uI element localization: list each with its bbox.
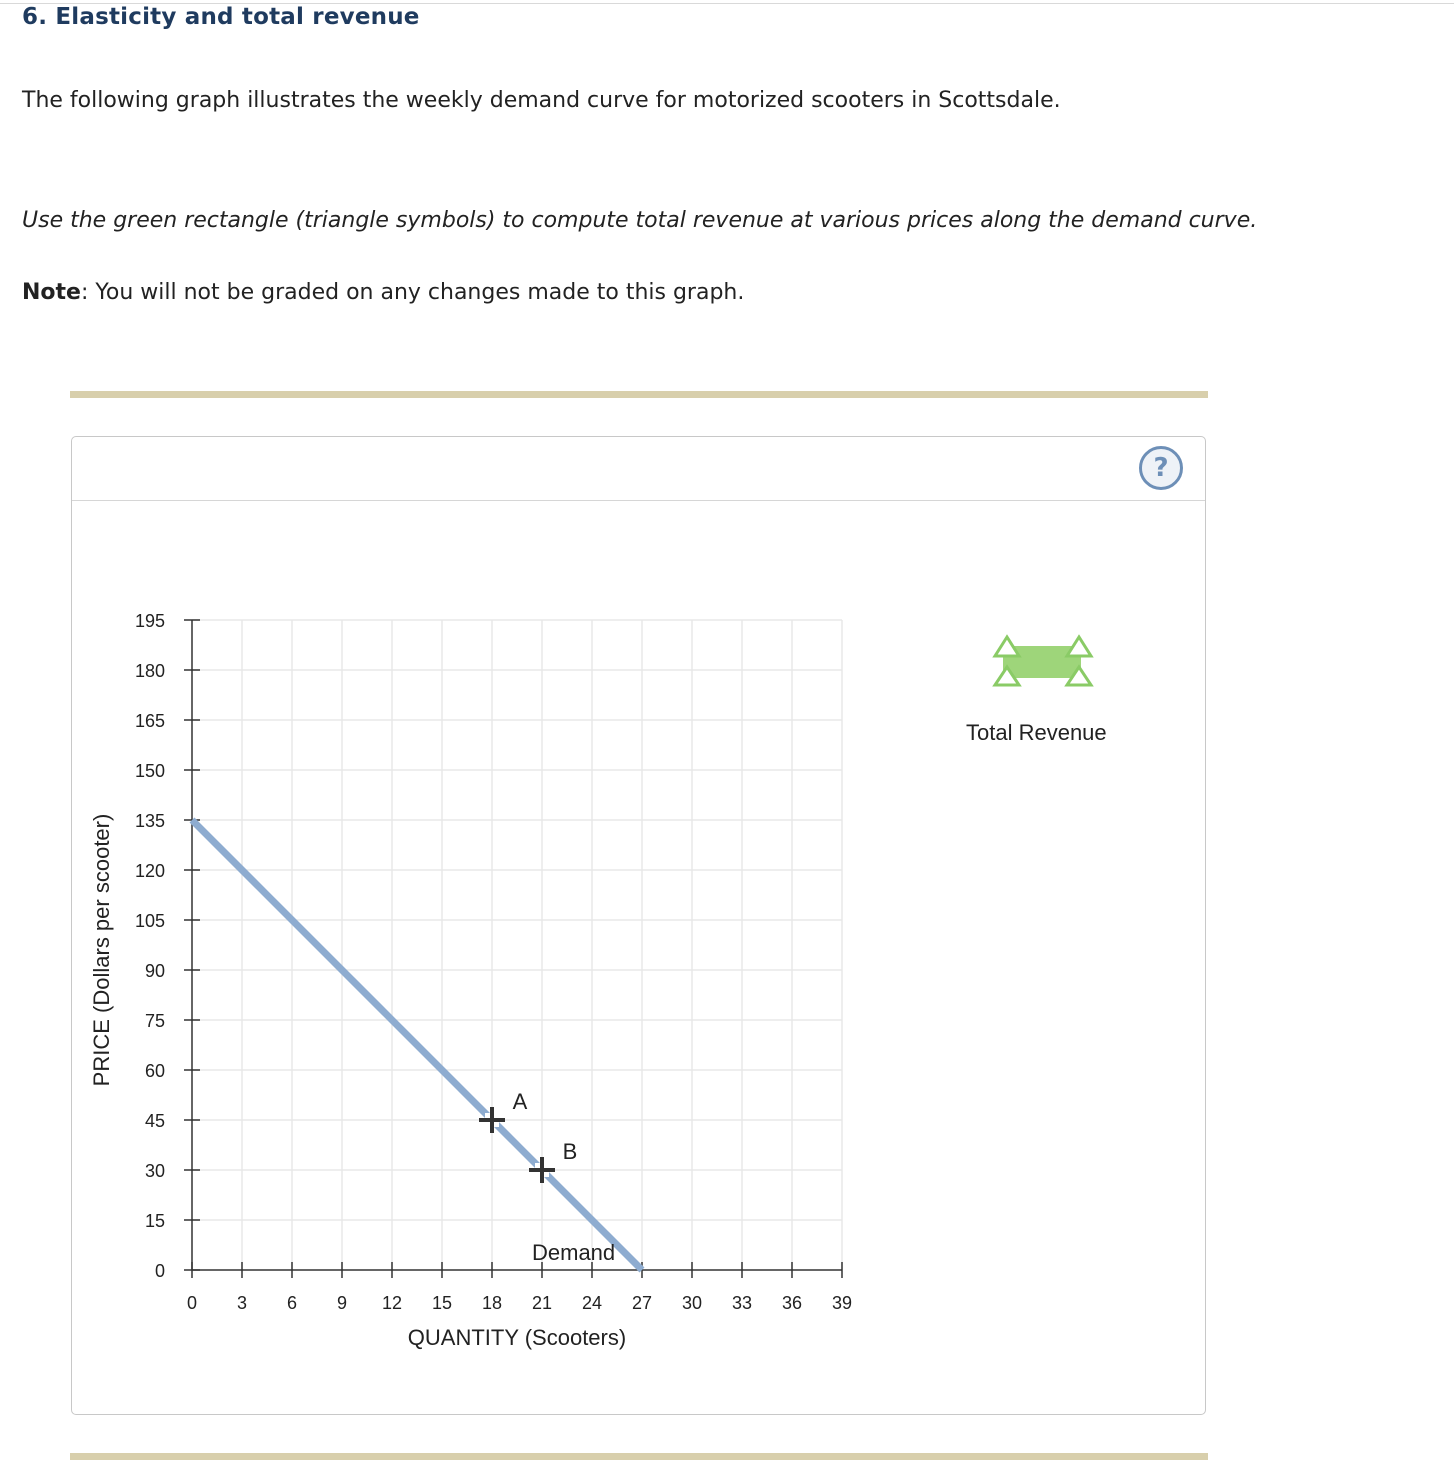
y-tick-label: 15 (144, 1211, 165, 1231)
y-tick-label: 165 (134, 711, 165, 731)
point-a-label: A (512, 1089, 528, 1114)
x-tick-label: 27 (631, 1293, 653, 1313)
x-tick-label: 9 (336, 1293, 348, 1313)
x-tick-label: 39 (831, 1293, 853, 1313)
question-title: 6. Elasticity and total revenue (22, 4, 420, 30)
help-icon: ? (1153, 453, 1169, 483)
x-tick-label: 30 (681, 1293, 703, 1313)
note-body: : You will not be graded on any changes made to this graph. (80, 280, 745, 305)
y-tick-label: 120 (134, 861, 165, 881)
y-tick-label: 30 (144, 1161, 165, 1181)
y-tick-label: 45 (144, 1111, 165, 1131)
y-tick-label: 195 (134, 611, 165, 631)
intro-text: The following graph illustrates the weekly demand curve for motorized scooters in Scottsdale. (22, 88, 1061, 113)
x-tick-label: 21 (531, 1293, 553, 1313)
y-tick-label: 105 (134, 911, 165, 931)
demand-curve[interactable] (192, 820, 642, 1270)
x-tick-label: 24 (581, 1293, 603, 1313)
y-tick-label: 90 (144, 961, 165, 981)
x-tick-label: 6 (286, 1293, 298, 1313)
y-tick-label: 180 (134, 661, 165, 681)
x-tick-label: 3 (236, 1293, 248, 1313)
x-tick-label: 36 (781, 1293, 803, 1313)
graph-bottom-divider (70, 1453, 1208, 1460)
total-revenue-label: Total Revenue (966, 720, 1107, 745)
instruction-text: Use the green rectangle (triangle symbols) to compute total revenue at various prices along the demand curve. (22, 208, 1258, 233)
y-tick-label: 135 (134, 811, 165, 831)
x-tick-label: 12 (381, 1293, 403, 1313)
demand-curve-label: Demand (532, 1240, 616, 1265)
note-label: Note (22, 280, 81, 305)
y-tick-label: 150 (134, 761, 165, 781)
x-tick-label: 33 (731, 1293, 753, 1313)
y-tick-label: 0 (154, 1261, 165, 1281)
x-axis-title: QUANTITY (Scooters) (407, 1325, 627, 1350)
x-tick-label: 0 (186, 1293, 198, 1313)
total-revenue-tool[interactable] (990, 634, 1096, 694)
y-axis-title: PRICE (Dollars per scooter) (89, 813, 114, 1087)
x-tick-label: 18 (481, 1293, 503, 1313)
total-revenue-rectangle-icon (990, 634, 1096, 690)
y-tick-label: 60 (144, 1061, 165, 1081)
y-tick-label: 75 (144, 1011, 165, 1031)
point-b-label: B (562, 1139, 578, 1164)
x-tick-label: 15 (431, 1293, 453, 1313)
